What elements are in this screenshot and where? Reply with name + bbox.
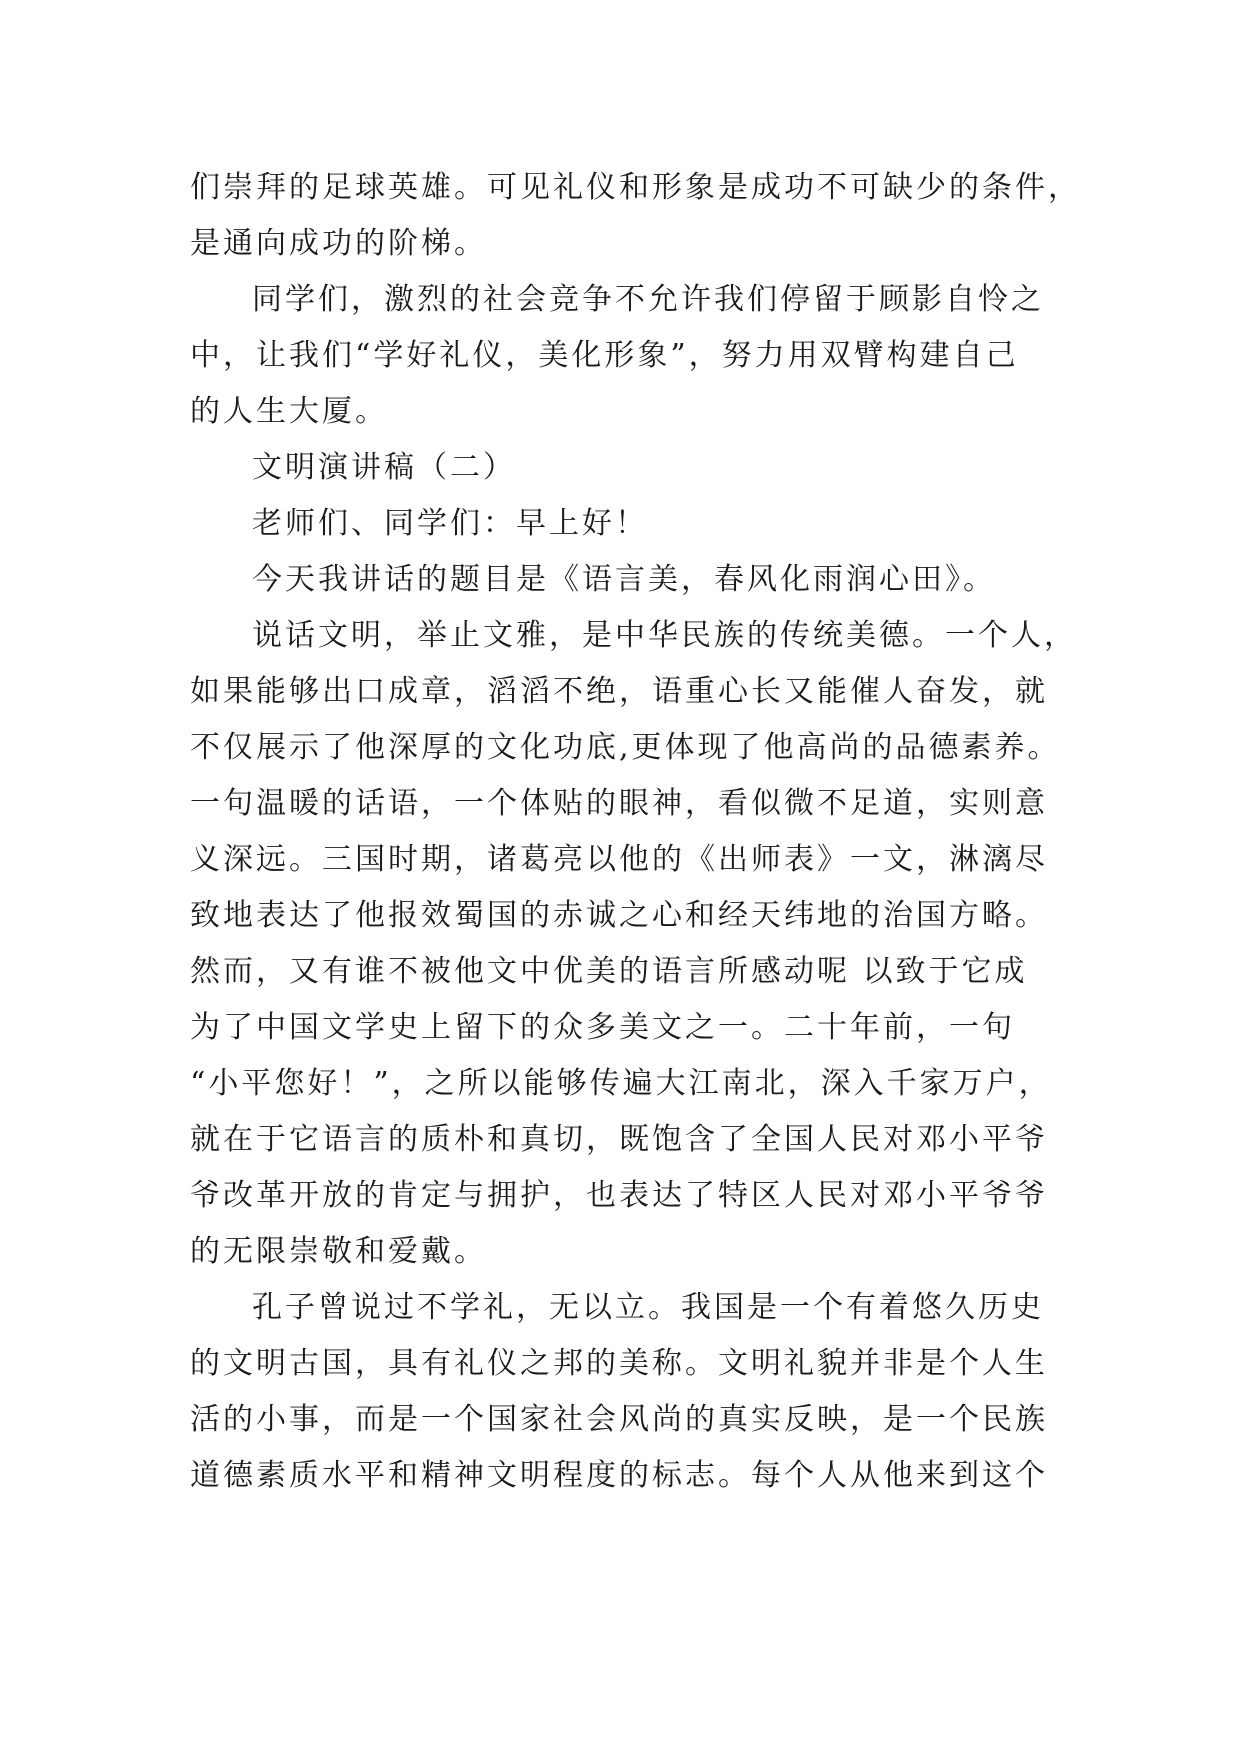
paragraph-start-line: 说话文明，举止文雅，是中华民族的传统美德。一个人，: [252, 618, 1077, 653]
text-line: 然而，又有谁不被他文中优美的语言所感动呢 以致于它成: [190, 954, 1028, 989]
text-line: 的人生大厦。: [190, 394, 388, 429]
text-line: 爷改革开放的肯定与拥护，也表达了特区人民对邓小平爷爷: [190, 1178, 1048, 1213]
text-line: 义深远。三国时期，诸葛亮以他的《出师表》一文，淋漓尽: [190, 842, 1048, 877]
text-line: 不仅展示了他深厚的文化功底,更体现了他高尚的品德素养。: [190, 730, 1061, 765]
text-line: 道德素质水平和精神文明程度的标志。每个人从他来到这个: [190, 1458, 1048, 1493]
text-line: 如果能够出口成章，滔滔不绝，语重心长又能催人奋发，就: [190, 674, 1048, 709]
text-line: “小平您好！”，之所以能够传遍大江南北，深入千家万户，: [190, 1066, 1052, 1101]
text-line: 的无限崇敬和爱戴。: [190, 1234, 487, 1269]
text-line: 一句温暖的话语，一个体贴的眼神，看似微不足道，实则意: [190, 786, 1048, 821]
document-body: [190, 160, 1080, 1504]
text-line: 们崇拜的足球英雄。可见礼仪和形象是成功不可缺少的条件，: [190, 170, 1081, 205]
paragraph-start-line: 孔子曾说过不学礼，无以立。我国是一个有着悠久历史: [252, 1290, 1044, 1325]
text-line: 的文明古国，具有礼仪之邦的美称。文明礼貌并非是个人生: [190, 1346, 1048, 1381]
greeting-line: 老师们、同学们：早上好！: [252, 506, 648, 541]
text-line: 中，让我们“学好礼仪，美化形象”，努力用双臂构建自己: [190, 338, 1019, 373]
text-line: 就在于它语言的质朴和真切，既饱含了全国人民对邓小平爷: [190, 1122, 1048, 1157]
text-line: 为了中国文学史上留下的众多美文之一。二十年前，一句: [190, 1010, 1015, 1045]
paragraph-start-line: 同学们，激烈的社会竞争不允许我们停留于顾影自怜之: [252, 282, 1044, 317]
section-title: 文明演讲稿（二）: [252, 450, 516, 485]
text-line: 是通向成功的阶梯。: [190, 226, 487, 261]
text-line: 活的小事，而是一个国家社会风尚的真实反映，是一个民族: [190, 1402, 1048, 1437]
speech-topic-line: 今天我讲话的题目是《语言美，春风化雨润心田》。: [252, 562, 996, 597]
text-line: 致地表达了他报效蜀国的赤诚之心和经天纬地的治国方略。: [190, 898, 1048, 933]
